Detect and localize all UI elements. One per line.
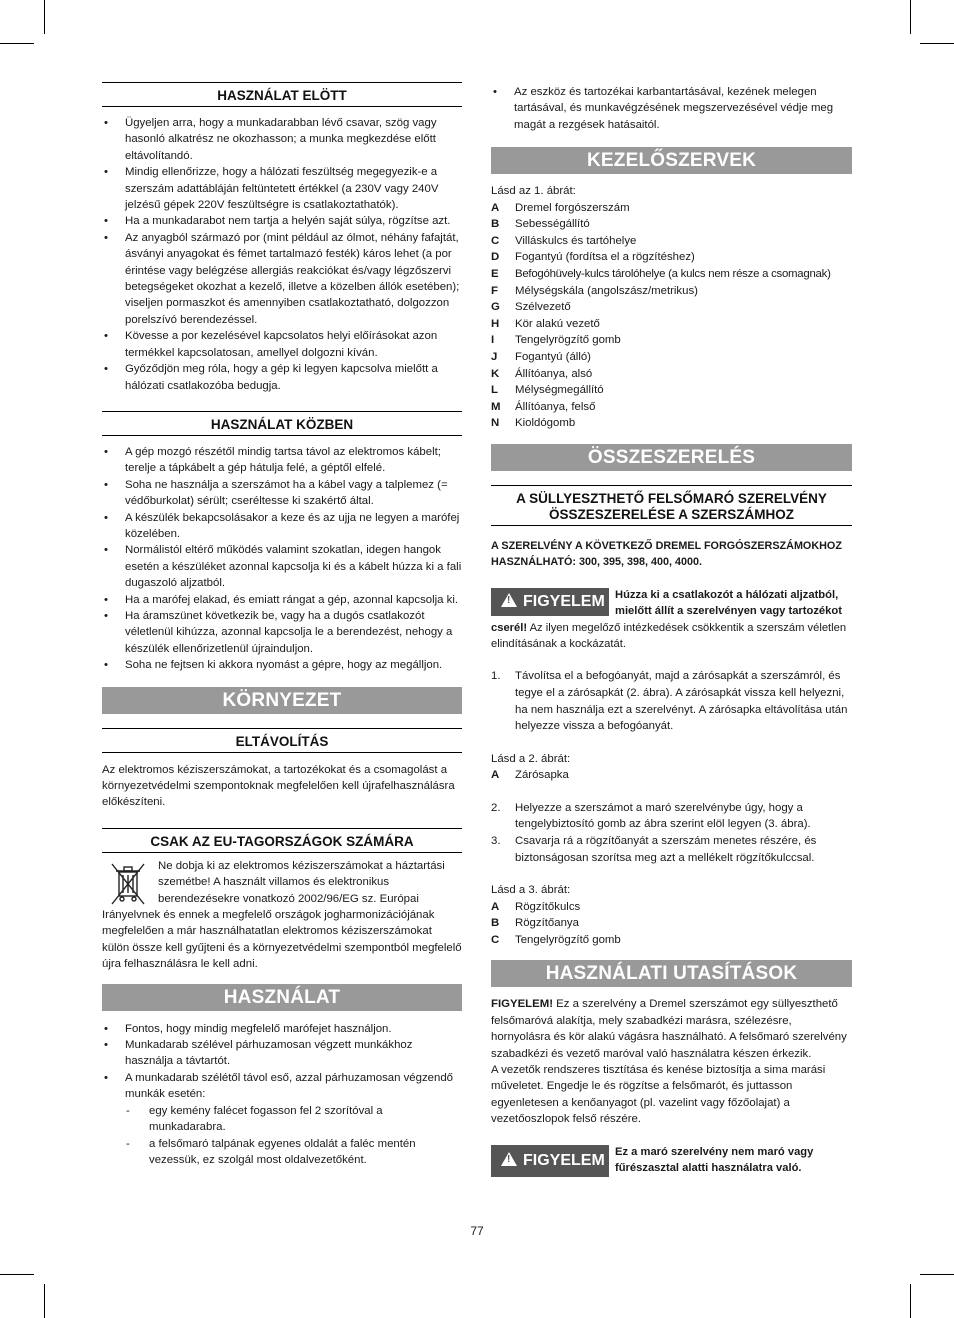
band-environment: KÖRNYEZET [102,687,462,714]
warning-block [491,587,852,653]
list-item: E Befogóhüvely-kulcs tárolóhelye (a kulcs nem része a csomagnak) [491,268,831,280]
compat-note: A SZERELVÉNY A KÖVETKEZŐ DREMEL FORGÓSZERSZÁMOKHOZ HASZNÁLHATÓ: 300, 395, 398, 400, 4000. [491,539,842,569]
assembly-steps [491,800,852,866]
before-use-list [102,115,462,394]
list-item: 1. Távolítsa el a befogóanyát, majd a zárósapkát a szerszámról, és tegye el a zárósapkát (2. ábra). A zárósapkát vissza kell helyezni, ha nem használja ezt a szerelvényt. A zárósapka eltávolítása után helyezze vissza a befogóanyát. [491,670,848,733]
list-item: G Szélvezető [491,301,571,314]
warning-text: Húzza ki a csatlakozót a hálózati aljzatból, mielőtt állít a szerelvényen vagy tartozékot cserél! Az ilyen megelőző intézkedések csökkentik a szerszám véletlen elindításának a kockázatát. [491,588,847,650]
list-item: B Rögzítőanya [491,917,579,930]
band-instructions: HASZNÁLATI UTASÍTÁSOK [491,960,852,987]
page-number: 77 [470,1224,484,1238]
list-item: • Soha ne fejtsen ki akkora nyomást a gépre, hogy az megálljon. [102,657,462,673]
usage-dash-list [102,1103,462,1169]
see-figure-2: Lásd a 2. ábrát: [491,752,571,765]
warning-icon: ! [501,593,517,607]
list-item: M Állítóanya, felső [491,400,596,413]
list-item: 3. Csavarja rá a rögzítőanyát a szerszám menetes részére, és biztonságosan szorítsa meg azt a mellékelt rögzítőkulccsal. [491,834,817,864]
list-item: • Kövesse a por kezelésével kapcsolatos helyi előírásokat azon termékkel kapcsolatosan, amellyel dolgozni kíván. [102,328,462,361]
list-item: A Rögzítőkulcs [491,900,581,913]
band-assembly: ÖSSZESZERELÉS [491,444,852,471]
list-item: 2. Helyezze a szerszámot a maró szerelvénybe úgy, hogy a tengelybiztosító gomb az ábra szerint elöl legyen (3. ábra). [491,801,811,831]
list-item: N Kioldógomb [491,417,576,430]
list-item: • Az anyagból származó por (mint például az ólmot, néhány fafajtát, ásványi anyagokat és fémet tartalmazó festék) káros lehet (a por érintése vagy belégzése allergiás reakciókat és/vagy légzőszervi betegségeket okozhat a kezelő, illetve a közelben állók esetében); viseljen pormaszkot és amennyiben csatlakoztatható, dolgozzon porelszívó berendezéssel. [102,230,462,328]
crop-mark [44,0,45,34]
right-column [491,82,852,1179]
list-item: • Fontos, hogy mindig megfelelő marófejet használjon. [102,1021,462,1037]
list-item: D Fogantyú (fordítsa el a rögzítéshez) [491,251,695,264]
controls-list [491,200,852,432]
list-item: F Mélységskála (angolszász/metrikus) [491,284,698,297]
see-figure-3: Lásd a 3. ábrát: [491,884,571,897]
list-item: • Ha a marófej elakad, és emiatt rángat a gép, azonnal kapcsolja ki. [102,592,462,608]
eu-text: Ne dobja ki az elektromos kéziszerszámokat a háztartási szemétbe! A használt villamos és elektronikus berendezésekre vonatkozó 2002/96/EG sz. Európai Irányelvnek és ennek a megfelelő országok jogharmonizációjának megfelelően a már használhatatlan elektromos kéziszerszámokat külön össze kell gyűjteni és a környezetvédelmi szempontból megfelelő újra felhasználásra le kell adni. [102,859,462,971]
section-title-during-use: HASZNÁLAT KÖZBEN [102,411,462,436]
list-item: L Mélységmegállító [491,384,604,397]
see-figure-1: Lásd az 1. ábrát: [491,185,576,198]
list-item: I Tengelyrögzítő gomb [491,334,621,347]
crop-mark [920,43,954,44]
list-item: - egy kemény falécet fogasson fel 2 szorítóval a munkadarabra. [102,1103,462,1136]
list-item: • Munkadarab szélével párhuzamosan végzett munkákhoz használja a távtartót. [102,1037,462,1070]
assembly-steps [491,668,852,734]
figure-3-list [491,899,852,949]
list-item: - a felsőmaró talpának egyenes oldalát a faléc mentén vezessük, ez szolgál most oldalvezetőként. [102,1136,462,1169]
usage-list [102,1021,462,1103]
warning-text: Ez a maró szerelvény nem maró vagy fűrészasztal alatti használatra való. [615,1145,814,1174]
section-title-line: ÖSSZESZERELÉSE A SZERSZÁMHOZ [548,506,795,522]
list-item: • Soha ne használja a szerszámot ha a kábel vagy a talplemez (= védőburkolat) sérült; cseréltesse ki szakértő által. [102,477,462,510]
instructions-paragraph: FIGYELEM! Ez a szerelvény a Dremel szerszámot egy süllyeszthető felsőmaróvá alakítja, mely szabadkézi marásra, szélezésre, hornyolásra és kör alakú vágásra használható. A felsőmaró szerelvény szabadkézi és vezető maróval való használatra készen érkezik. [491,998,847,1060]
list-item: C Villáskulcs és tartóhelye [491,234,637,247]
crop-mark [910,1284,911,1318]
section-title-line: A SÜLLYESZTHETŐ FELSŐMARÓ SZERELVÉNY [516,490,827,506]
band-controls: KEZELŐSZERVEK [491,147,852,174]
section-title-eu: CSAK AZ EU-TAGORSZÁGOK SZÁMÁRA [102,828,462,853]
crop-mark [0,1274,34,1275]
figure-2-list [491,767,852,784]
warning-icon: ! [501,1152,517,1166]
crossed-bin-icon [102,860,154,906]
warning-badge: ! FIGYELEM [491,1145,609,1177]
list-item: • A munkadarab szélétől távol eső, azzal párhuzamosan végzendő munkák esetén: [102,1070,462,1103]
crop-mark [0,43,34,44]
list-item: A Dremel forgószerszám [491,201,630,214]
instructions-paragraph: A vezetők rendszeres tisztítása és kenése biztosítja a sima marási műveletet. Engedje le és rögzítse a felsőmarót, és juttasson egyenletesen a kenőanyagot (pl. vazelint vagy főzőolajat) a vezetőoszlopok felső részére. [491,1063,826,1126]
list-item: • Normálistól eltérő működés valamint szokatlan, idegen hangok esetén a készüléket azonnal kapcsolja ki és a kábelt húzza ki a fali dugaszoló aljzatból. [102,542,462,591]
list-item: • Ha a munkadarabot nem tartja a helyén saját súlya, rögzítse azt. [102,213,462,229]
list-item: • Ügyeljen arra, hogy a munkadarabban lévő csavar, szög vagy hasonló alkatrész ne okozhasson; a munka megkezdése előtt eltávolítandó. [102,115,462,164]
list-item: C Tengelyrögzítő gomb [491,933,621,946]
list-item: A Zárósapka [491,769,569,782]
list-item: H Kör alakú vezető [491,317,600,330]
during-use-list [102,444,462,674]
band-usage: HASZNÁLAT [102,984,462,1011]
list-item: • Győződjön meg róla, hogy a gép ki legyen kapcsolva mielőtt a hálózati csatlakozóba bedugja. [102,361,462,394]
warning-block [491,1144,852,1177]
crop-mark [910,0,911,34]
crop-mark [44,1284,45,1318]
left-column [102,82,462,1168]
list-item: J Fogantyú (álló) [491,350,591,363]
list-item: • A készülék bekapcsolásakor a keze és az ujja ne legyen a marófej közelében. [102,510,462,543]
section-title-disposal: ELTÁVOLÍTÁS [102,728,462,753]
intro-list [491,84,852,133]
list-item: • Ha áramszünet következik be, vagy ha a dugós csatlakozót véletlenül kihúzza, azonnal kapcsolja le a berendezést, nehogy a készülék ellenőrizetlenül újrainduljon. [102,608,462,657]
list-item: • Az eszköz és tartozékai karbantartásával, kezének melegen tartásával, és munkavégzésének megszervezésével védje meg magát a rezgések hatásaitól. [491,84,852,133]
section-title-assembly [491,485,852,526]
section-title-before-use: HASZNÁLAT ELÖTT [102,82,462,107]
list-item: • Mindig ellenőrizze, hogy a hálózati feszültség megegyezik-e a szerszám adattábláján feltüntetett értékkel (a 230V vagy 240V jelzésű gépek 220V feszültségre is csatlakoztathatók). [102,164,462,213]
list-item: K Állítóanya, alsó [491,367,593,380]
warning-badge: ! FIGYELEM [491,588,609,616]
crop-mark [920,1274,954,1275]
disposal-text: Az elektromos kéziszerszámokat, a tartozékokat és a csomagolást a környezetvédelmi szempontoknak megfelelően kell újrafelhasználásra előkészíteni. [102,763,455,809]
list-item: • A gép mozgó részétől mindig tartsa távol az elektromos kábelt; terelje a tápkábelt a gép hátulja felé, a géptől elfelé. [102,444,462,477]
eu-block [102,858,462,973]
list-item: B Sebességállító [491,218,590,231]
